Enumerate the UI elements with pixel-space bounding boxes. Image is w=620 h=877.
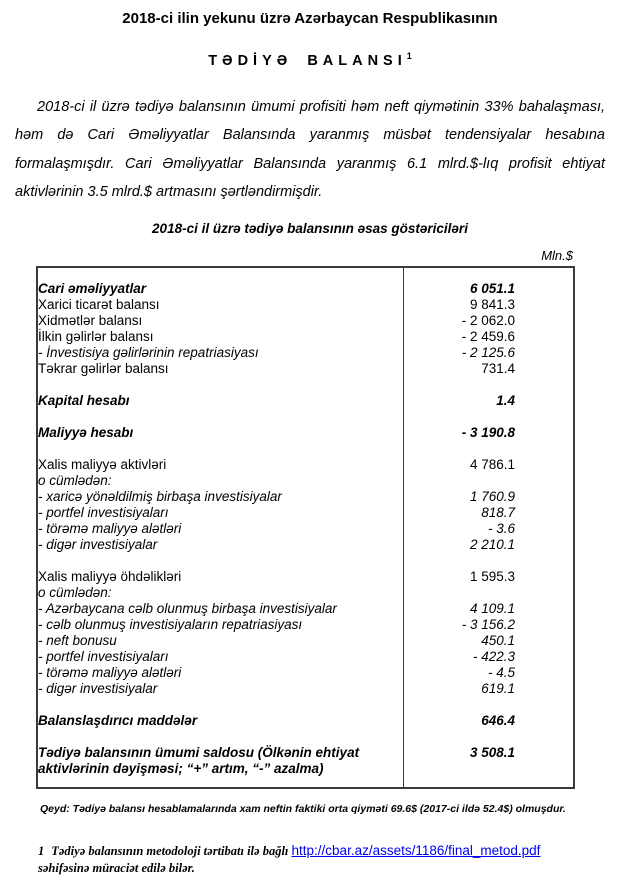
row-value: 9 841.3 [469,296,515,312]
table-row [37,489,574,505]
table-row [37,681,574,697]
row-label: Xalis maliyyə öhdəlikləri [37,569,403,585]
table-row [37,297,574,313]
footnote-link[interactable]: http://cbar.az/assets/1186/final_metod.pdf [291,842,541,858]
row-value: 1 595.3 [469,568,515,584]
intro-paragraph: 2018-ci il üzrə tədiyə balansının ümumi profisiti həm neft qiymətinin 33% bahalaşması, həm də Cari Əməliyyatlar Balansında yaranmış müsbət tendensiyalar hesabına formalaşmışdır. Cari Əməliyyatlar Balansında yaranmış 6.1 mlrd.$-lıq profisit ehtiyat aktivlərinin 3.5 mlrd.$ artmasını şərtləndirmişdir. [15,98,605,201]
row-value [403,377,574,393]
row-value [403,409,574,425]
footnote-text-before: Tədiyə balansının metodoloji tərtibatı ilə bağlı [51,843,289,858]
row-label: Kapital hesabı [37,393,403,409]
table-spacer-row [37,377,574,393]
table-row [37,713,574,729]
table-row [37,473,574,489]
row-label: Təkrar gəlirlər balansı [37,361,403,377]
footnote [38,842,590,877]
row-value [403,473,574,489]
row-value [403,441,574,457]
unit-label: Mln.$ [541,247,573,263]
table-row [37,425,574,441]
row-value: - 2 459.6 [461,328,515,344]
balance-of-payments-table [36,266,575,789]
table-row [37,745,574,788]
table-row [37,393,574,409]
row-label: - İnvestisiya gəlirlərinin repatriasiyası [37,345,403,361]
table-row [37,585,574,601]
table-spacer-row [37,441,574,457]
table-row [37,313,574,329]
row-label: - portfel investisiyaları [37,649,403,665]
row-value: 818.7 [481,504,515,520]
row-label: - portfel investisiyaları [37,505,403,521]
row-value: 2 210.1 [469,536,515,552]
row-label: Xidmətlər balansı [37,313,403,329]
row-value: - 4.5 [487,664,515,680]
row-label: - neft bonusu [37,633,403,649]
note-text: Qeyd: Tədiyə balansı hesablamalarında xam neftin faktiki orta qiyməti 69.6$ (2017-ci ildə 52.4$) olmuşdur. [40,802,566,815]
row-label: - törəmə maliyyə alətləri [37,521,403,537]
row-value: - 3.6 [487,520,515,536]
row-label: o cümlədən: [37,585,403,601]
row-label: Xarici ticarət balansı [37,297,403,313]
row-label [37,729,403,745]
row-label [37,697,403,713]
table-row [37,665,574,681]
row-value: - 3 190.8 [461,424,515,440]
footnote-text-after: səhifəsinə müraciət edilə bilər. [38,860,195,875]
row-value: - 3 156.2 [461,616,515,632]
table-row [37,617,574,633]
row-value: 6 051.1 [469,280,515,296]
row-label [37,441,403,457]
row-value: 646.4 [481,712,515,728]
row-label: - xaricə yönəldilmiş birbaşa investisiyalar [37,489,403,505]
row-label: Tədiyə balansının ümumi saldosu (Ölkənin ehtiyat aktivlərinin dəyişməsi; “+” artım, “-” azalma) [37,745,403,788]
document-main-title [0,47,620,70]
table-row [37,649,574,665]
table-spacer-row [37,553,574,569]
table-row [37,361,574,377]
row-label: Cari əməliyyatlar [37,267,403,297]
table-row [37,457,574,473]
row-value [403,697,574,713]
row-value: - 2 125.6 [461,344,515,360]
row-value: - 2 062.0 [461,312,515,328]
table-spacer-row [37,409,574,425]
table-row [37,537,574,553]
table-row [37,521,574,537]
row-value: 731.4 [481,360,515,376]
table-row [37,601,574,617]
row-label: Maliyyə hesabı [37,425,403,441]
row-label: Xalis maliyyə aktivləri [37,457,403,473]
table-spacer-row [37,729,574,745]
table-row [37,329,574,345]
row-value: 4 786.1 [469,456,515,472]
row-label: - cəlb olunmuş investisiyaların repatriasiyası [37,617,403,633]
footnote-marker: 1 [38,843,45,858]
row-label [37,553,403,569]
row-label: İlkin gəlirlər balansı [37,329,403,345]
row-label: - digər investisiyalar [37,537,403,553]
row-value: 1 760.9 [469,488,515,504]
table-title: 2018-ci il üzrə tədiyə balansının əsas göstəriciləri [152,220,468,236]
table-row [37,569,574,585]
row-label: - digər investisiyalar [37,681,403,697]
main-title-text: TƏDİYƏ BALANSI [208,52,407,69]
row-value: 1.4 [496,392,515,408]
row-value [403,585,574,601]
row-value: - 422.3 [472,648,515,664]
table-row [37,345,574,361]
table-row [37,267,574,297]
row-label: - törəmə maliyyə alətləri [37,665,403,681]
table-row [37,633,574,649]
row-label [37,409,403,425]
row-label: o cümlədən: [37,473,403,489]
row-value: 619.1 [481,680,515,696]
row-value: 3 508.1 [469,744,515,760]
row-value: 450.1 [481,632,515,648]
row-value: 4 109.1 [469,600,515,616]
table-row [37,505,574,521]
row-label: - Azərbaycana cəlb olunmuş birbaşa investisiyalar [37,601,403,617]
page-title: 2018-ci ilin yekunu üzrə Azərbaycan Respublikasının [122,10,498,27]
row-label: Balanslaşdırıcı maddələr [37,713,403,729]
row-value [403,729,574,745]
table-spacer-row [37,697,574,713]
row-value [403,553,574,569]
balance-table-body [37,267,574,788]
row-label [37,377,403,393]
footnote-reference: 1 [406,51,412,61]
